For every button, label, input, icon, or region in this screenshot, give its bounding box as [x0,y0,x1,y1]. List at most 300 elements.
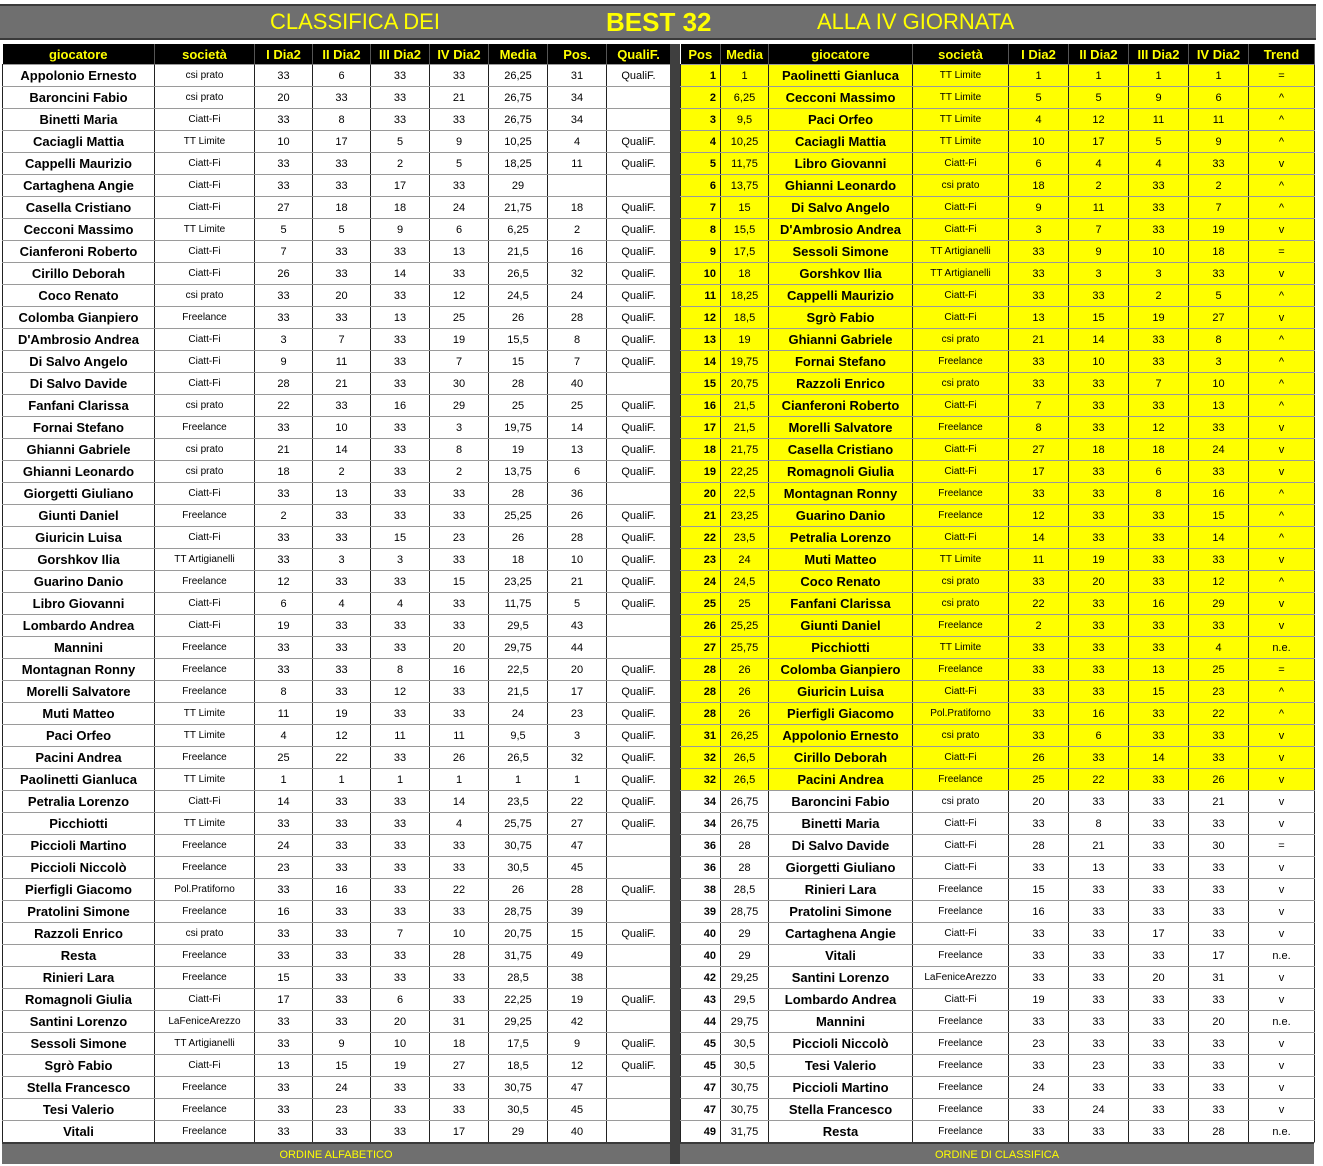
table-cell [607,483,671,505]
table-cell: TT Limite [913,637,1009,659]
alphabetical-header-cell: I Dia2 [255,44,313,65]
table-cell: 34 [681,813,721,835]
table-cell: D'Ambrosio Andrea [3,329,155,351]
table-cell: 22 [430,879,489,901]
table-cell: 28 [489,483,548,505]
table-cell: 33 [1129,615,1189,637]
table-cell: Colomba Gianpiero [3,307,155,329]
table-cell: 27 [681,637,721,659]
table-cell: 2 [1069,175,1129,197]
table-cell: 33 [313,505,371,527]
table-cell: 33 [1069,901,1129,923]
table-cell: 33 [371,461,430,483]
table-cell: 33 [371,483,430,505]
table-row [3,923,671,945]
table-cell: 33 [430,65,489,87]
table-cell: Pol.Pratiforno [913,703,1009,725]
table-cell: 16 [1129,593,1189,615]
table-cell: Ciatt-Fi [155,989,255,1011]
table-cell: 28 [1189,1121,1249,1143]
table-cell: 1 [489,769,548,791]
table-cell: QualiF. [607,219,671,241]
table-cell: 1 [255,769,313,791]
table-cell: 26,25 [489,65,548,87]
table-cell: Ciatt-Fi [155,197,255,219]
table-cell: 19 [721,329,769,351]
table-cell: 30,75 [721,1099,769,1121]
table-cell: 33 [255,1011,313,1033]
table-row [681,307,1315,329]
table-cell: 33 [1009,1055,1069,1077]
table-cell: 33 [430,263,489,285]
table-cell: Appolonio Ernesto [769,725,913,747]
table-cell: ^ [1249,351,1315,373]
table-cell: 9 [313,1033,371,1055]
table-cell: Ciatt-Fi [155,373,255,395]
table-cell: 33 [255,813,313,835]
table-cell: 26 [721,659,769,681]
table-cell: 3 [430,417,489,439]
table-cell: v [1249,219,1315,241]
table-cell: Ciatt-Fi [913,307,1009,329]
table-cell: 15 [430,571,489,593]
table-cell: Petralia Lorenzo [769,527,913,549]
table-cell: 33 [1129,175,1189,197]
table-cell: 2 [548,219,607,241]
table-cell: 34 [548,109,607,131]
table-cell: 11 [681,285,721,307]
table-cell: 21,5 [489,681,548,703]
table-cell: TT Limite [155,219,255,241]
table-cell: 4 [371,593,430,615]
table-row [3,681,671,703]
table-cell: Santini Lorenzo [3,1011,155,1033]
table-cell: ^ [1249,197,1315,219]
table-cell: 15 [371,527,430,549]
table-cell: 33 [1069,989,1129,1011]
table-cell: csi prato [913,725,1009,747]
table-cell: Casella Cristiano [3,197,155,219]
table-cell: 2 [371,153,430,175]
table-cell: 17,5 [489,1033,548,1055]
table-row [681,835,1315,857]
table-cell: 33 [255,1033,313,1055]
table-cell: 33 [255,549,313,571]
table-cell: 10 [1189,373,1249,395]
table-cell: 21 [1009,329,1069,351]
table-cell: 16 [548,241,607,263]
table-cell: 30,75 [721,1077,769,1099]
table-cell: 8 [1009,417,1069,439]
table-cell: 8 [371,659,430,681]
table-cell: 21 [548,571,607,593]
table-cell: 13 [430,241,489,263]
table-cell: 26,5 [489,747,548,769]
table-cell: 18 [721,263,769,285]
table-cell: Pierfigli Giacomo [3,879,155,901]
table-cell: v [1249,263,1315,285]
table-cell: ^ [1249,505,1315,527]
table-cell: TT Limite [155,131,255,153]
table-cell: 33 [1189,1077,1249,1099]
table-cell: 26,5 [489,263,548,285]
table-cell: Pratolini Simone [3,901,155,923]
table-cell: 26,25 [721,725,769,747]
table-cell: 12 [1069,109,1129,131]
table-cell: 23 [430,527,489,549]
table-cell: Ciatt-Fi [155,615,255,637]
table-cell: 33 [1069,637,1129,659]
table-cell: 4 [430,813,489,835]
table-cell: 16 [1009,901,1069,923]
table-cell: Di Salvo Angelo [769,197,913,219]
table-cell: 47 [681,1077,721,1099]
table-cell: Di Salvo Angelo [3,351,155,373]
table-cell: v [1249,747,1315,769]
table-cell: 33 [1189,813,1249,835]
table-cell: ^ [1249,373,1315,395]
table-cell: 26 [1189,769,1249,791]
table-cell: 11 [313,351,371,373]
table-cell: 33 [430,615,489,637]
table-cell: ^ [1249,395,1315,417]
table-cell: 9 [681,241,721,263]
table-cell: Tesi Valerio [769,1055,913,1077]
table-cell: TT Limite [155,813,255,835]
ranking-header-cell: I Dia2 [1009,44,1069,65]
table-cell: Freelance [913,769,1009,791]
table-cell: 25 [681,593,721,615]
table-cell: 31,75 [489,945,548,967]
table-cell: 20,75 [489,923,548,945]
table-cell: Pol.Pratiforno [155,879,255,901]
table-cell: n.e. [1249,945,1315,967]
table-cell: 1 [1129,65,1189,87]
table-cell: 45 [681,1055,721,1077]
table-cell: 44 [548,637,607,659]
table-cell: 10 [1009,131,1069,153]
table-row [681,593,1315,615]
table-cell: v [1249,1033,1315,1055]
table-cell: 24 [1189,439,1249,461]
table-cell: Freelance [155,1121,255,1143]
table-cell: ^ [1249,483,1315,505]
table-cell: 15,5 [489,329,548,351]
table-cell: 33 [371,637,430,659]
table-cell: 21 [681,505,721,527]
table-row [681,131,1315,153]
table-cell: Paci Orfeo [3,725,155,747]
table-cell: Ciatt-Fi [155,593,255,615]
table-cell: 33 [430,483,489,505]
table-cell: Ciatt-Fi [155,109,255,131]
table-row [681,329,1315,351]
table-cell: 28 [681,681,721,703]
table-cell: Piccioli Niccolò [3,857,155,879]
table-cell: 8 [681,219,721,241]
table-cell: 5 [1129,131,1189,153]
table-cell: 7 [1009,395,1069,417]
table-cell: 33 [1129,813,1189,835]
table-cell: 29 [721,923,769,945]
table-cell: Petralia Lorenzo [3,791,155,813]
table-cell: 33 [1129,505,1189,527]
table-cell: 31,75 [721,1121,769,1143]
table-cell: Vitali [769,945,913,967]
table-cell: 25 [1189,659,1249,681]
table-cell: 1 [313,769,371,791]
table-cell: 5 [255,219,313,241]
table-row [3,549,671,571]
table-row [3,879,671,901]
table-cell: 10 [548,549,607,571]
table-cell: 22,5 [721,483,769,505]
table-cell: 24 [255,835,313,857]
table-row [681,1121,1315,1143]
table-cell: 33 [255,285,313,307]
table-cell: 18,5 [489,1055,548,1077]
table-cell: 14 [313,439,371,461]
table-cell: n.e. [1249,637,1315,659]
table-cell: 14 [1189,527,1249,549]
title-right: ALLA IV GIORNATA [817,9,1015,34]
table-cell: 33 [1069,1033,1129,1055]
table-cell: 28,5 [721,879,769,901]
table-cell: Freelance [155,967,255,989]
table-cell: 33 [313,263,371,285]
table-cell: 26 [681,615,721,637]
table-cell: 10 [313,417,371,439]
table-cell: 30,75 [489,835,548,857]
table-cell: 23,5 [489,791,548,813]
table-cell: 33 [255,109,313,131]
table-cell: 19,75 [489,417,548,439]
table-cell: 33 [371,967,430,989]
table-cell: csi prato [155,923,255,945]
table-row [3,417,671,439]
table-cell: 33 [1069,747,1129,769]
table-cell: 23 [313,1099,371,1121]
table-cell: Caciagli Mattia [769,131,913,153]
table-cell: 33 [313,967,371,989]
table-cell: QualiF. [607,1055,671,1077]
table-cell: 9 [371,219,430,241]
table-cell: 17 [548,681,607,703]
table-row [681,241,1315,263]
table-cell: 1 [371,769,430,791]
table-cell: Freelance [155,835,255,857]
table-cell [607,1011,671,1033]
table-cell: 33 [313,901,371,923]
table-cell: 33 [1069,593,1129,615]
table-cell: Resta [3,945,155,967]
alphabetical-header-cell: IV Dia2 [430,44,489,65]
table-cell: 33 [1129,527,1189,549]
table-cell: Mannini [3,637,155,659]
table-cell: 33 [430,593,489,615]
table-cell: Pacini Andrea [769,769,913,791]
table-cell: Freelance [155,505,255,527]
table-cell: Binetti Maria [3,109,155,131]
table-cell: 36 [681,857,721,879]
table-cell: 7 [313,329,371,351]
table-cell: Freelance [155,945,255,967]
alphabetical-table-header [3,44,671,65]
table-row [681,1099,1315,1121]
table-cell: 33 [1129,549,1189,571]
table-cell: 24,5 [489,285,548,307]
table-cell: ^ [1249,131,1315,153]
table-cell: 33 [313,923,371,945]
table-cell: 14 [1129,747,1189,769]
table-cell: 33 [1129,1055,1189,1077]
table-cell: 1 [681,65,721,87]
table-cell: 26,75 [721,813,769,835]
table-cell: 7 [255,241,313,263]
table-cell: 39 [681,901,721,923]
table-cell: Resta [769,1121,913,1143]
table-cell: 32 [681,747,721,769]
table-cell: 33 [371,791,430,813]
table-cell: Freelance [155,571,255,593]
table-cell: v [1249,791,1315,813]
table-row [3,703,671,725]
table-row [681,373,1315,395]
table-cell: Ciatt-Fi [155,791,255,813]
table-cell: 9 [1129,87,1189,109]
table-row [681,923,1315,945]
table-cell: 25 [255,747,313,769]
table-cell: 22 [681,527,721,549]
table-cell: 2 [681,87,721,109]
table-cell: = [1249,241,1315,263]
table-cell [607,1121,671,1143]
table-cell: 20 [255,87,313,109]
table-cell: TT Limite [155,703,255,725]
table-cell: Ciatt-Fi [913,461,1009,483]
table-cell: 7 [430,351,489,373]
table-cell: 23,25 [721,505,769,527]
table-cell: 29 [489,175,548,197]
table-cell: 33 [371,945,430,967]
table-cell: 33 [1189,923,1249,945]
table-cell: 13,75 [489,461,548,483]
table-cell: 13,75 [721,175,769,197]
table-cell: 2 [1009,615,1069,637]
table-cell: 36 [548,483,607,505]
table-cell: 33 [1069,483,1129,505]
table-cell: Freelance [913,351,1009,373]
table-cell: QualiF. [607,725,671,747]
table-cell: 26,75 [489,109,548,131]
table-row [3,241,671,263]
table-row [3,1077,671,1099]
table-cell: csi prato [155,439,255,461]
table-cell: 1 [548,769,607,791]
table-cell: 22,25 [489,989,548,1011]
table-cell: 8 [548,329,607,351]
table-cell: 33 [255,1077,313,1099]
table-cell [607,373,671,395]
table-cell: 33 [1069,1011,1129,1033]
table-cell: 33 [1069,373,1129,395]
table-row [681,967,1315,989]
table-row [3,219,671,241]
table-cell: 32 [681,769,721,791]
table-cell: 33 [1069,967,1129,989]
table-cell: 33 [255,637,313,659]
table-row [3,747,671,769]
table-cell: 24,5 [721,571,769,593]
table-cell: 33 [1129,989,1189,1011]
table-cell: 13 [548,439,607,461]
table-cell: ^ [1249,87,1315,109]
table-cell: 33 [1009,857,1069,879]
table-row [681,659,1315,681]
table-cell: 13 [681,329,721,351]
table-row [3,1121,671,1143]
table-cell: Ciatt-Fi [913,439,1009,461]
table-cell: TT Limite [155,769,255,791]
table-cell: Ciatt-Fi [913,923,1009,945]
table-cell: 33 [255,945,313,967]
table-cell: Ciatt-Fi [155,1055,255,1077]
table-cell: 11 [1069,197,1129,219]
table-cell: 29,5 [721,989,769,1011]
table-row [3,571,671,593]
table-cell: 18 [430,1033,489,1055]
table-cell: 28 [681,659,721,681]
table-cell: 18 [1129,439,1189,461]
table-cell: Fornai Stefano [3,417,155,439]
table-cell: Fanfani Clarissa [769,593,913,615]
table-cell: 33 [430,1077,489,1099]
table-cell: 33 [430,681,489,703]
table-cell: Romagnoli Giulia [3,989,155,1011]
table-cell: v [1249,549,1315,571]
table-cell: 22 [548,791,607,813]
table-cell: 43 [681,989,721,1011]
table-cell: QualiF. [607,1033,671,1055]
table-cell: 21,5 [721,395,769,417]
table-cell: 17 [681,417,721,439]
table-row [3,197,671,219]
table-cell: 9,5 [489,725,548,747]
table-cell: 33 [1129,769,1189,791]
table-cell: 33 [1009,703,1069,725]
table-cell: 26 [721,703,769,725]
table-cell: 4 [1189,637,1249,659]
table-cell: 13 [371,307,430,329]
table-cell: Rinieri Lara [3,967,155,989]
table-cell: 2 [1129,285,1189,307]
table-cell: Ciatt-Fi [913,857,1009,879]
table-cell: 29,5 [489,615,548,637]
table-cell: 33 [1129,637,1189,659]
table-row [681,879,1315,901]
table-cell: csi prato [913,791,1009,813]
table-cell: 13 [1129,659,1189,681]
table-cell: 8 [1129,483,1189,505]
table-cell: 11,75 [489,593,548,615]
table-cell: 30,5 [489,857,548,879]
table-cell: 17 [430,1121,489,1143]
table-cell: 30 [430,373,489,395]
table-cell: 27 [255,197,313,219]
table-cell: 26 [255,263,313,285]
table-cell: TT Limite [913,65,1009,87]
table-row [681,1055,1315,1077]
